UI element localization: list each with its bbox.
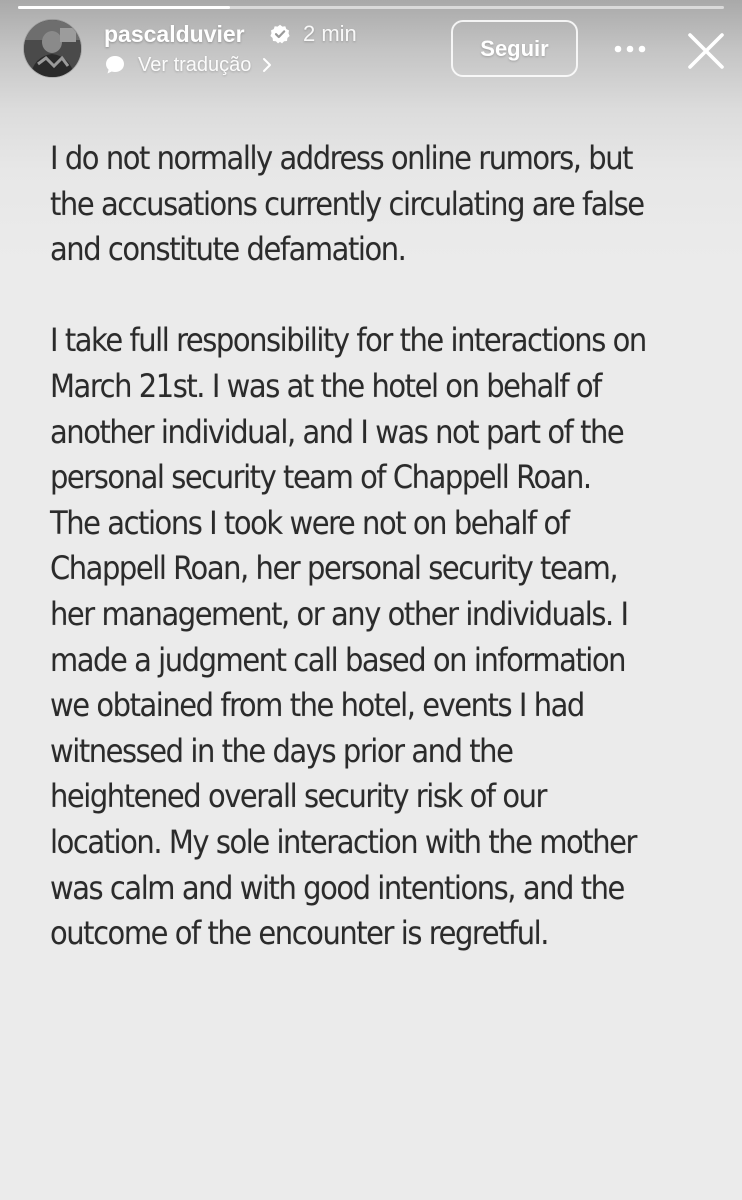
close-icon[interactable] [683,28,729,74]
more-options-icon[interactable] [608,34,652,64]
story-text-block [50,136,647,957]
username[interactable]: pascalduvier [104,21,245,47]
story-paragraph: I do not normally address online rumors, but the accusations currently circulating are false and constitute defamation. [50,139,644,269]
chevron-right-icon [261,57,273,73]
post-time: 2 min [303,21,357,46]
story-paragraph: I take full responsibility for the interactions on March 21st. I was at the hotel on behalf of another individual, and I was not part of the personal security team of Chappell Roan. The actions I took were not on behalf of Chappell Roan, her personal security team, her management, or any other individuals. I made a judgment call based on information we obtained from the hotel, events I had witnessed in the days prior and the heightened overall security risk of our location. My sole interaction with the mother was calm and with good intentions, and the outcome of the encounter is regretful. [50,321,646,953]
follow-button[interactable]: Seguir [451,20,578,77]
see-translation-label: Ver tradução [138,53,252,76]
avatar[interactable] [24,20,81,77]
see-translation-link[interactable] [104,52,273,78]
story-progress-fill [18,6,230,9]
speech-bubble-icon [104,54,126,76]
verified-badge-icon [270,24,290,44]
story-progress-bar [18,6,724,9]
avatar-photo [24,20,81,77]
